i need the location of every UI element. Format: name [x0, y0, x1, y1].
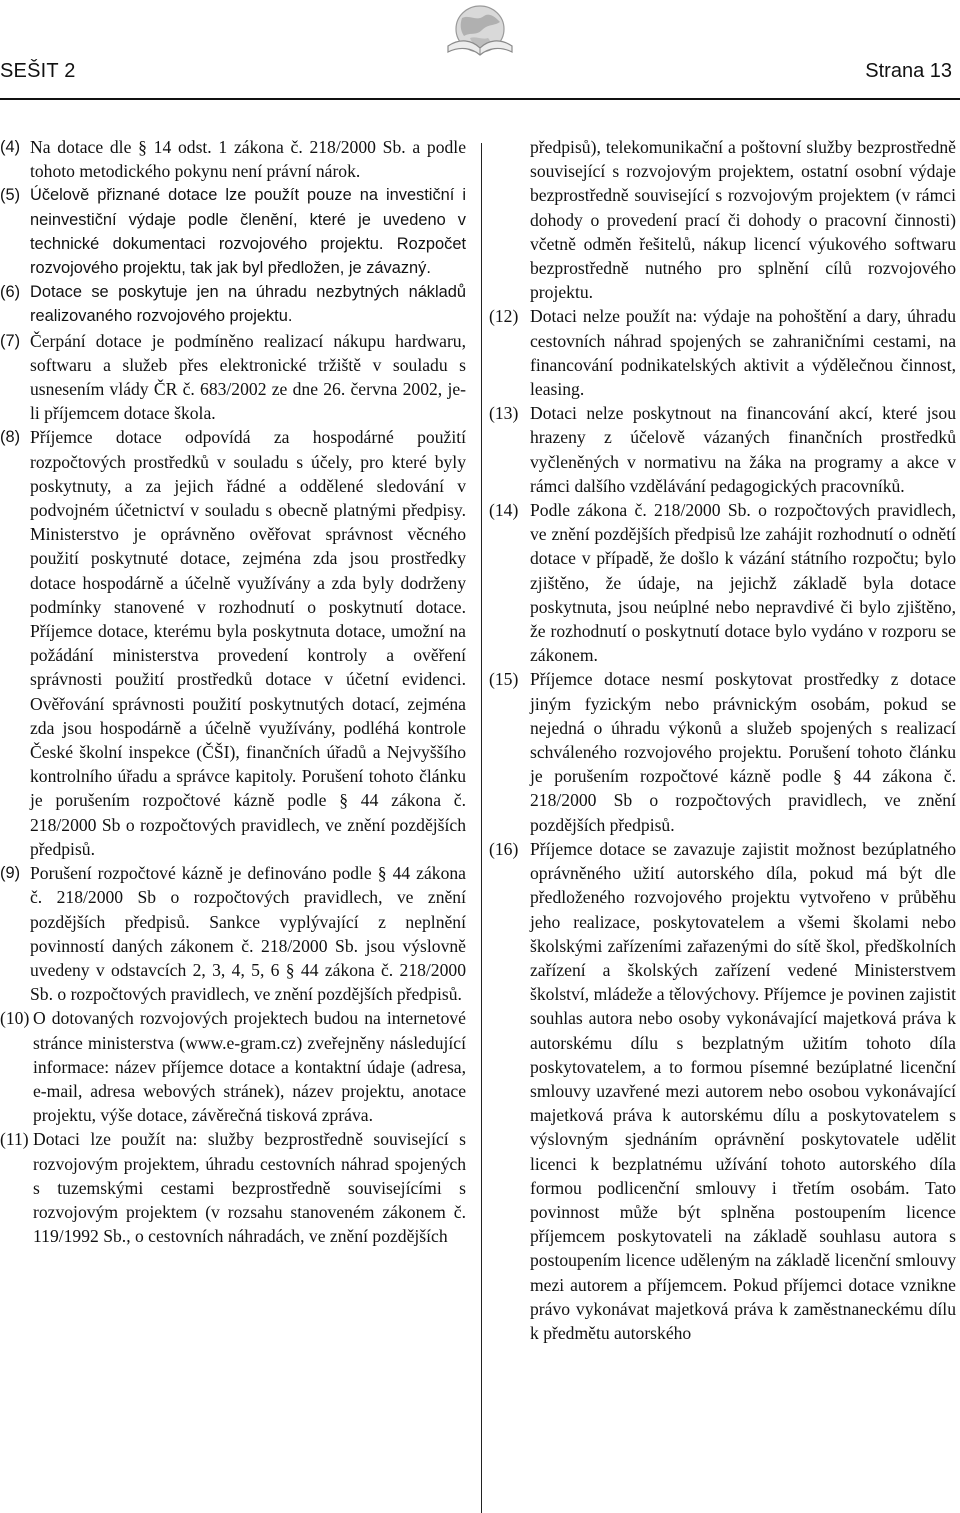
paragraph-number: (16): [489, 838, 519, 859]
paragraph-text: Na dotace dle § 14 odst. 1 zákona č. 218/2000 Sb. a podle tohoto metodického pokynu není právní nárok.: [30, 137, 466, 182]
paragraph-text: Účelově přiznané dotace lze použít pouze na investiční i neinvestiční výdaje podle členění, které je uvedeno v technické dokumentaci rozvojového projektu. Rozpočet rozvojového projektu, tak jak byl předložen, je závazný.: [30, 186, 466, 278]
paragraph-text: Dotaci nelze poskytnout na financování akcí, které jsou hrazeny z účelově vázaných finančních prostředků vyčleněných v normativu na žáka na programy a akce v rámci dalšího vzdělávání pedagogických pracovníků.: [530, 403, 956, 496]
paragraph-number: (10): [0, 1008, 30, 1029]
paragraph-number: (11): [0, 1129, 29, 1150]
paragraph-number: (9): [0, 864, 21, 883]
paragraph-text: Příjemce dotace odpovídá za hospodárné použití rozpočtových prostředků v souladu s účely, pro které byly poskytnuty, a za jejich řádné a oddělené sledování v podvojném účetnictví v souladu s obecně platnými předpisy. Ministerstvo je oprávněno ověřovat správnost věcného použití poskytnuté dotace, zejména zda jsou prostředky dotace hospodárně a účelně využívány a zda byly dodrženy podmínky stanovené v rozhodnutí o poskytnutí dotace. Příjemce dotace, kterému byla poskytnuta dotace, umožní na požádání ministerstva provedení kontroly a ověření správnosti použití prostředků dotace v účetní evidenci. Ověřování správnosti použití poskytnutých dotací, zejména zda jsou hospodárně a účelně využívány, podléhá kontrole České školní inspekce (ČŠI), finančních úřadů a Nejvyššího kontrolního úřadu a správce kapitoly. Porušení tohoto článku je porušením rozpočtové kázně podle § 44 zákona č. 218/2000 Sb o rozpočtových pravidlech, ve znění pozdějších předpisů.: [30, 427, 466, 859]
paragraph-number: (8): [0, 428, 21, 447]
globe-with-book-icon: [440, 2, 518, 60]
paragraph-text: Podle zákona č. 218/2000 Sb. o rozpočtových pravidlech, ve znění pozdějších předpisů lze zahájit rozhodnutí o odnětí dotace v případě, že došlo k vázání státního rozpočtu; bylo zjištěno, že údaje, na jejichž základě byla dotace poskytnuta, jsou neúplné nebo nepravdivé či bylo zjištěno, že rozhodnutí o poskytnutí dotace bylo vydáno v rozporu se zákonem.: [530, 500, 956, 666]
paragraph-11: [0, 1127, 466, 1248]
column-divider: [481, 143, 482, 1513]
paragraph-number: (12): [489, 306, 519, 327]
paragraph-15: [489, 667, 956, 836]
paragraph-10: [0, 1006, 466, 1127]
paragraph-6: [0, 280, 466, 328]
paragraph-12: [489, 304, 956, 401]
paragraph-text: Dotace se poskytuje jen na úhradu nezbytných nákladů realizovaného rozvojového projektu.: [30, 283, 466, 326]
paragraph-9: [0, 861, 466, 1006]
paragraph-14: [489, 498, 956, 667]
paragraph-text: Dotaci nelze použít na: výdaje na pohoštění a dary, úhradu cestovních náhrad spojených se zahraničními cestami, na financování podnikatelských aktivit a výdělečnou činnost, leasing.: [530, 306, 956, 400]
paragraph-4: [0, 135, 466, 183]
right-column: [489, 135, 956, 1345]
paragraph-text: Příjemce dotace nesmí poskytovat prostředky z dotace jiným fyzickým nebo právnickým osobám, pokud se nejedná o úhradu výkonů a služeb spojených s realizací schváleného rozvojového projektu. Porušení tohoto článku je porušením rozpočtové kázně podle § 44 zákona č. 218/2000 Sb o rozpočtových pravidlech, ve znění pozdějších předpisů.: [530, 669, 956, 835]
paragraph-number: (15): [489, 669, 519, 690]
left-column: [0, 135, 466, 1248]
paragraph-7: [0, 329, 466, 426]
paragraph-number: (5): [0, 186, 21, 205]
journal-issue: SEŠIT 2: [0, 60, 76, 82]
paragraph-text: Příjemce dotace se zavazuje zajistit možnost bezúplatného oprávněného užití autorského díla, pokud má být dle předloženého rozvojového projektu vytvořeno v průběhu jeho realizace, poskytovatelem a všemi školami nebo školskými zařízeními zařazenými do sítě škol, předškolních zařízení a školských zařízení vedené Ministerstvem školství, mládeže a tělovýchovy. Příjemce je povinen zajistit souhlas autora nebo osoby vykonávající majetková práva k autorskému dílu s bezplatným užitím tohoto díla poskytovatelem, a to formou písemné bezúplatné licenční smlouvy uzavřené mezi autorem nebo osobou vykonávající majetková práva k autorskému dílu a poskytovatelem s výslovným sjednáním oprávnění poskytovatele udělit licenci k bezplatnému užívání tohoto autorského díla formou podlicenční smlouvy i třetím osobám. Tato povinnost může být splněna postoupením licence příjemcem poskytovateli na základě souhlasu autora s postoupením licence uděleným na základě licenční smlouvy mezi autorem a příjemcem. Pokud příjemci dotace vznikne právo vykonávat majetková práva k zaměstnaneckému dílu k předmětu autorského: [530, 838, 956, 1343]
paragraph-16: [489, 837, 956, 1345]
paragraph-text: Porušení rozpočtové kázně je definováno podle § 44 zákona č. 218/2000 Sb o rozpočtových pravidlech, ve znění pozdějších předpisů. Sankce vyplývající z neplnění povinností daných zákonem č. 218/2000 Sb. jsou výslovně uvedeny v odstavcích 2, 3, 4, 5, 6 § 44 zákona č. 218/2000 Sb. o rozpočtových pravidlech, ve znění pozdějších předpisů.: [30, 863, 466, 1005]
paragraph-text: Čerpání dotace je podmíněno realizací nákupu hardwaru, softwaru a služeb přes elektronické tržiště v souladu s usnesením vlády ČR č. 683/2002 ze dne 26. června 2002, je-li příjemcem dotace škola.: [30, 330, 466, 424]
page-number: Strana 13: [865, 60, 952, 82]
paragraph-number: (7): [0, 331, 21, 350]
paragraph-number: (6): [0, 283, 21, 302]
paragraph-13: [489, 401, 956, 498]
page-header: [0, 0, 960, 100]
paragraph-number: (13): [489, 403, 519, 424]
paragraph-11-continuation: předpisů), telekomunikační a poštovní služby bezprostředně související s rozvojovým projektem, ostatní osobní výdaje bezprostředně související s rozvojovým projektem (v rámci dohody o provedení prací či dohody o pracovní činnosti) včetně odměn řešitelů, nákup licencí výukového softwaru bezprostředně nutného pro splnění cílů rozvojového projektu.: [530, 137, 956, 303]
paragraph-text: O dotovaných rozvojových projektech budou na internetové stránce ministerstva (www.e-gram.cz) zveřejněny následující informace: název příjemce dotace a kontaktní údaje (adresa, e-mail, adresa webových stránek), název projektu, anotace projektu, výše dotace, závěrečná tisková zpráva.: [33, 1008, 466, 1126]
paragraph-text: Dotaci lze použít na: služby bezprostředně související s rozvojovým projektem, úhradu cestovních náhrad spojených s tuzemskými cestami bezprostředně souvisejícími s rozvojovým projektem (v rozsahu stanoveném zákonem č. 119/1992 Sb., o cestovních náhradách, ve znění pozdějších: [33, 1129, 466, 1247]
header-divider: [0, 98, 960, 100]
paragraph-8: [0, 425, 466, 861]
paragraph-number: (4): [0, 138, 21, 156]
paragraph-number: (14): [489, 500, 519, 521]
paragraph-5: [0, 183, 466, 280]
